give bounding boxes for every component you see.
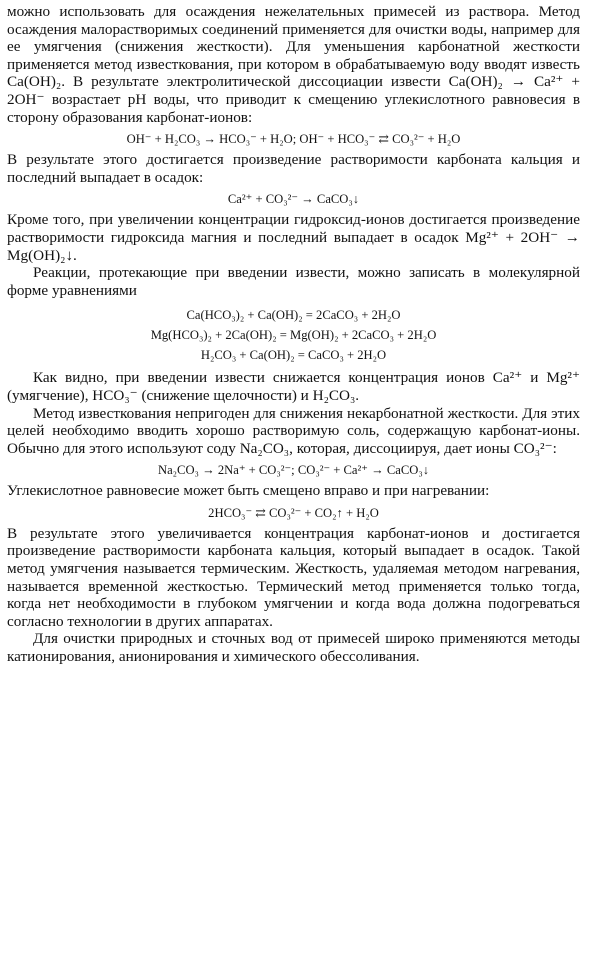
equation-carbonic-equilibrium: OH⁻ + H₂CO₃ → HCO₃⁻ + H₂O; OH⁻ + HCO₃⁻ ⇄ CO₃²⁻ + H₂O: [126, 132, 461, 147]
paragraph-3: Кроме того, при увеличении концентрации гидроксид-ионов достигается произведение растворимости гидроксида магния и последний выпадает в осадок Mg²⁺ + 2OH⁻ → Mg(OH)₂↓.: [7, 211, 580, 264]
paragraph-1: можно использовать для осаждения нежелательных примесей из раствора. Метод осаждения малорастворимых соединений применяется для очистки воды, например для ее умягчения (снижения жесткости). Для уменьшения карбонатной жесткости применяется метод известкования, при котором в обрабатываемую воду вводят известь Ca(OH)₂. В результате электролитической диссоциации извести Ca(OH)₂ → Ca²⁺ + 2OH⁻ возрастает pH воды, что приводит к смещению углекислотного равновесия в сторону образования карбонат-ионов:: [7, 3, 580, 126]
equation-lime-3: H₂CO₃ + Ca(OH)₂ = CaCO₃ + 2H₂O: [200, 348, 387, 363]
equation-lime-1: Ca(HCO₃)₂ + Ca(OH)₂ = 2CaCO₃ + 2H₂O: [186, 308, 401, 323]
paragraph-2: В результате этого достигается произведение растворимости карбоната кальция и последний выпадает в осадок:: [7, 151, 580, 186]
paragraph-5: Как видно, при введении извести снижается концентрация ионов Ca²⁺ и Mg²⁺ (умягчение), HCO₃⁻ (снижение щелочности) и H₂CO₃.: [7, 369, 580, 404]
equation-calcium-carbonate: Ca²⁺ + CO₃²⁻ → CaCO₃↓: [227, 192, 360, 207]
paragraph-6: Метод известкования непригоден для снижения некарбонатной жесткости. Для этих целей необходимо вводить хорошо растворимую соль, содержащую карбонат-ионы. Обычно для этого используют соду Na₂CO₃, которая, диссоциируя, дает ионы CO₃²⁻:: [7, 404, 580, 457]
equation-lime-2: Mg(HCO₃)₂ + 2Ca(OH)₂ = Mg(OH)₂ + 2CaCO₃ + 2H₂O: [150, 328, 437, 343]
equation-heating: 2HCO₃⁻ ⇄ CO₃²⁻ + CO₂↑ + H₂O: [208, 505, 379, 520]
equation-soda: Na₂CO₃ → 2Na⁺ + CO₃²⁻; CO₃²⁻ + Ca²⁺ → CaCO₃↓: [157, 463, 430, 478]
equation-block-lime: [7, 305, 580, 365]
paragraph-4: Реакции, протекающие при введении извести, можно записать в молекулярной форме уравнениями: [7, 264, 580, 299]
paragraph-8: В результате этого увеличивается концентрация карбонат-ионов и достигается произведение растворимости карбоната кальция, который выпадает в осадок. Такой метод умягчения называется термическим. Жесткость, удаляемая методом нагревания, называется временной жесткостью. Термический метод применяется только тогда, когда нет необходимости в глубоком умягчении и когда вода должна подогреваться согласно технологии в других аппаратах.: [7, 524, 580, 630]
paragraph-9: Для очистки природных и сточных вод от примесей широко применяются методы катионирования, анионирования и химического обессоливания.: [7, 630, 580, 666]
paragraph-7: Углекислотное равновесие может быть смещено вправо и при нагревании:: [7, 482, 490, 500]
